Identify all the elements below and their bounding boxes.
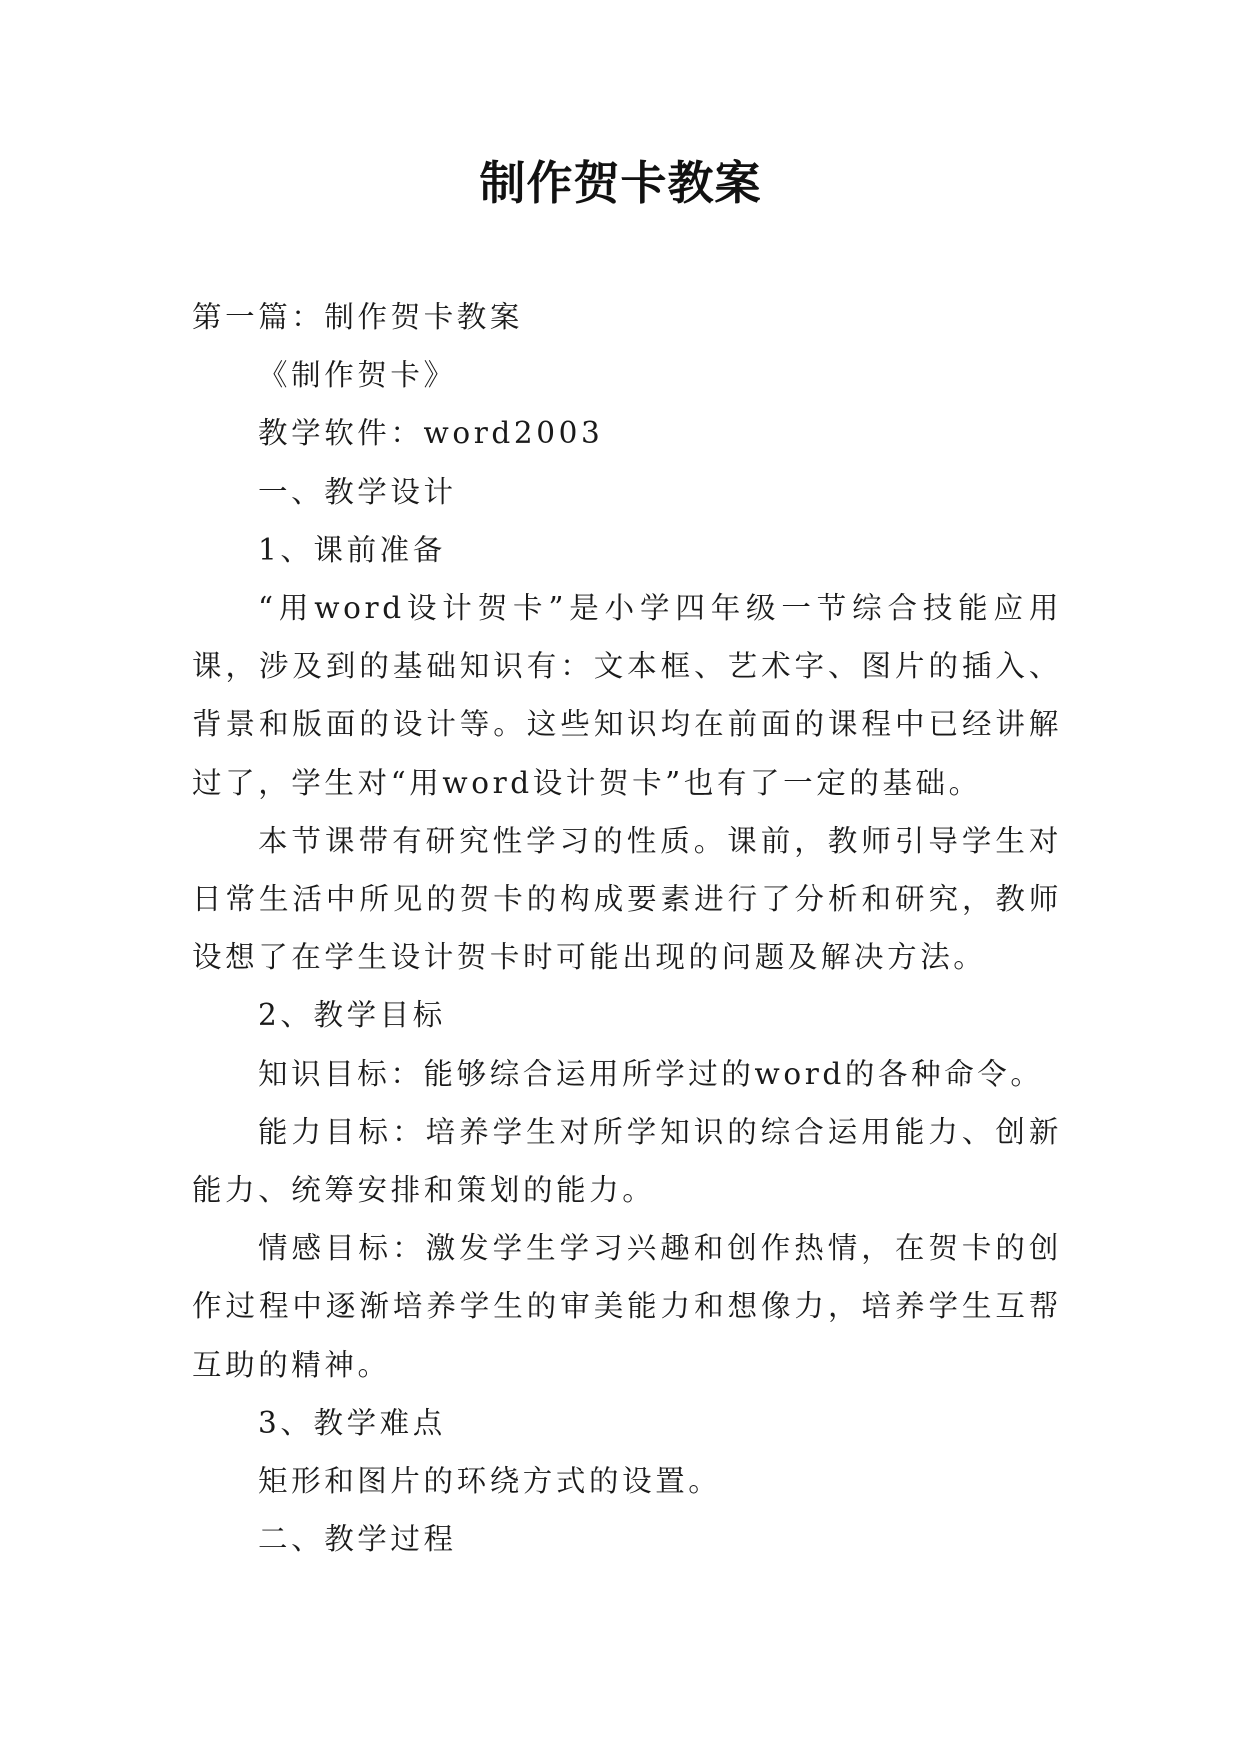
objective-emotion: 情感目标：激发学生学习兴趣和创作热情，在贺卡的创作过程中逐渐培养学生的审美能力和想像力，培养学生互帮互助的精神。 xyxy=(192,1231,1062,1382)
part-heading-design: 一、教学设计 xyxy=(258,474,457,509)
objective-ability: 能力目标：培养学生对所学知识的综合运用能力、创新能力、统筹安排和策划的能力。 xyxy=(192,1114,1062,1208)
subheading-objectives: 2、教学目标 xyxy=(258,998,446,1033)
paragraph-difficulty: 矩形和图片的环绕方式的设置。 xyxy=(258,1464,722,1499)
document-title: 制作贺卡教案 xyxy=(479,156,762,210)
subheading-difficulty: 3、教学难点 xyxy=(258,1405,446,1440)
teaching-software: 教学软件：word2003 xyxy=(258,416,604,451)
objective-knowledge: 知识目标：能够综合运用所学过的word的各种命令。 xyxy=(258,1056,1044,1091)
paragraph-preparation: “用word设计贺卡”是小学四年级一节综合技能应用课，涉及到的基础知识有：文本框、艺术字、图片的插入、背景和版面的设计等。这些知识均在前面的课程中已经讲解过了，学生对“用word设计贺卡”也有了一定的基础。 xyxy=(192,591,1062,800)
lesson-title: 《制作贺卡》 xyxy=(258,358,457,393)
section-heading: 第一篇：制作贺卡教案 xyxy=(192,300,524,334)
document-body xyxy=(192,288,1062,1568)
subheading-preparation: 1、课前准备 xyxy=(258,532,446,567)
paragraph-research: 本节课带有研究性学习的性质。课前，教师引导学生对日常生活中所见的贺卡的构成要素进行了分析和研究，教师设想了在学生设计贺卡时可能出现的问题及解决方法。 xyxy=(192,823,1062,975)
part-heading-process: 二、教学过程 xyxy=(258,1522,457,1557)
